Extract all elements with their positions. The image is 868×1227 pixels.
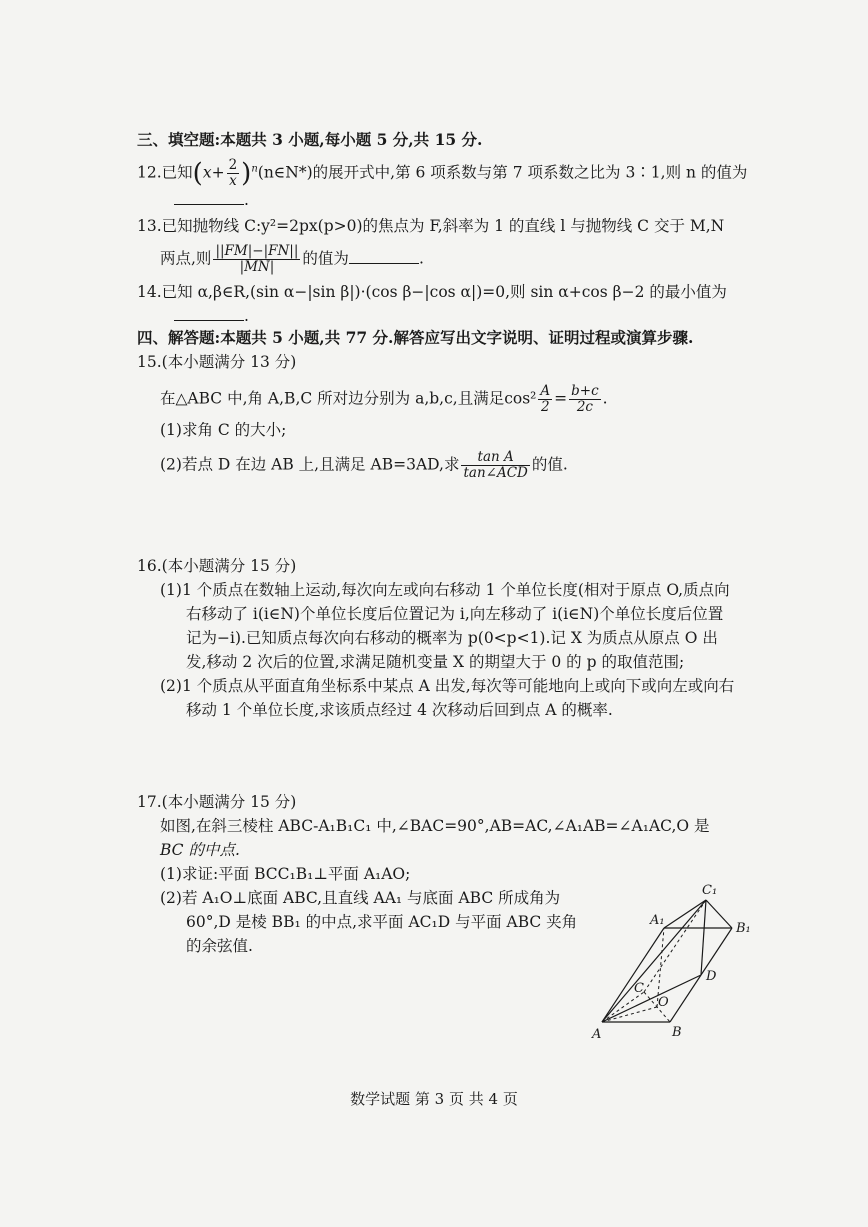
prism-figure [590, 880, 770, 1045]
label-A1: A₁ [650, 913, 665, 928]
q13-end: . [418, 249, 424, 268]
question-14 [137, 282, 727, 302]
q16-header: 16.(本小题满分 15 分) [137, 557, 297, 575]
q15-fraction-tan: $\frac{\text{tan A}}{\text{tan∠ACD}}$ [463, 449, 528, 481]
q13-line1: 已知抛物线 C:y²=2px(p>0)的焦点为 F,斜率为 1 的直线 l 与抛物线 C 交于 M,N [161, 217, 725, 235]
q15-part2-pre: (2)若点 D 在边 AB 上,且满足 AB=3AD,求 [160, 455, 460, 474]
label-B: B [672, 1025, 682, 1040]
edge-C1B1 [706, 900, 732, 928]
q13-answer-blank[interactable] [349, 249, 419, 264]
q12-condition: (n∈N*) [257, 163, 313, 182]
q14-end: . [244, 307, 249, 325]
edge-C1D [701, 900, 706, 975]
q17-line4: (2)若 A₁O⊥底面 ABC,且直线 AA₁ 与底面 ABC 所成角为 [160, 889, 561, 907]
q15-eq: = [554, 389, 568, 408]
q14-number: 14. [137, 283, 162, 301]
q12-fraction: $\frac{2}{x}$ [228, 157, 238, 189]
q17-line2: BC 的中点. [160, 841, 240, 859]
q16-line5: (2)1 个质点从平面直角坐标系中某点 A 出发,每次等可能地向上或向下或向左或向右 [160, 677, 735, 695]
q16-line1: (1)1 个质点在数轴上运动,每次向左或向右移动 1 个单位长度(相对于原点 O,质点向 [160, 581, 730, 599]
q17-line5: 60°,D 是棱 BB₁ 的中点,求平面 AC₁D 与平面 ABC 夹角 [186, 913, 578, 931]
q15-stem-pre: 在△ABC 中,角 A,B,C 所对边分别为 a,b,c,且满足cos² [160, 389, 537, 408]
q12-pre: 已知 [161, 163, 193, 182]
q15-fraction-a2: $\frac{A}{2}$ [540, 383, 551, 415]
q15-stem-end: . [602, 389, 608, 408]
q16-line3: 记为−i).已知质点每次向右移动的概率为 p(0<p<1).记 X 为质点从原点 O 出 [186, 629, 718, 647]
question-13 [137, 216, 724, 236]
q16-line6: 移动 1 个单位长度,求该质点经过 4 次移动后回到点 A 的概率. [186, 701, 613, 719]
section-3-heading: 三、填空题:本题共 3 小题,每小题 5 分,共 15 分. [137, 130, 483, 149]
q12-end: . [244, 191, 249, 209]
q13-pre: 两点,则 [160, 249, 212, 268]
q16-line2: 右移动了 i(i∈N)个单位长度后位置记为 i,向左移动了 i(i∈N)个单位长度后位置 [186, 605, 724, 623]
q15-stem [160, 384, 608, 415]
q14-answer-blank[interactable] [174, 306, 244, 321]
q15-part2 [160, 450, 568, 481]
q13-fraction: $\frac{||FM|-|FN||}{|MN|}$ [215, 243, 299, 275]
label-O: O [658, 995, 669, 1010]
q17-line3: (1)求证:平面 BCC₁B₁⊥平面 A₁AO; [160, 865, 411, 883]
q17-line6: 的余弦值. [186, 937, 253, 955]
label-C1: C₁ [702, 883, 718, 898]
page-footer: 数学试题 第 3 页 共 4 页 [350, 1090, 518, 1108]
q15-part1: (1)求角 C 的大小; [160, 421, 287, 439]
section-4-heading: 四、解答题:本题共 5 小题,共 77 分.解答应写出文字说明、证明过程或演算步骤. [137, 328, 694, 347]
q12-answer-line [174, 190, 249, 210]
q12-x: x [202, 163, 212, 182]
q15-part2-post: 的值. [531, 455, 568, 474]
q12-answer-blank[interactable] [174, 190, 244, 205]
q12-exponent: n [251, 163, 258, 175]
label-B1: B₁ [736, 921, 751, 936]
q16-line4: 发,移动 2 次后的位置,求满足随机变量 X 的期望大于 0 的 p 的取值范围; [186, 653, 685, 671]
q17-header: 17.(本小题满分 15 分) [137, 793, 297, 811]
q12-plus: + [211, 163, 225, 182]
q13-line2 [160, 244, 424, 275]
q12-number: 12. [137, 163, 162, 182]
q14-line1: 已知 α,β∈R,(sin α−|sin β|)·(cos β−|cos α|)=0,则 sin α+cos β−2 的最小值为 [161, 283, 727, 301]
q13-number: 13. [137, 217, 162, 235]
label-C: C [634, 981, 644, 996]
q15-header: 15.(本小题满分 13 分) [137, 353, 297, 371]
q13-post: 的值为 [302, 249, 349, 268]
q12-post: 的展开式中,第 6 项系数与第 7 项系数之比为 3∶1,则 n 的值为 [312, 163, 748, 182]
q15-fraction-bc: $\frac{b+c}{2c}$ [571, 383, 599, 415]
q14-answer-line [174, 306, 249, 326]
label-A: A [592, 1027, 602, 1042]
q17-line1: 如图,在斜三棱柱 ABC-A₁B₁C₁ 中,∠BAC=90°,AB=AC,∠A₁AB=∠A₁AC,O 是 [160, 817, 710, 835]
question-12: 12.已知(x+ $\frac{2}{x}$ )$^n$(n∈N*)的展开式中,第 6 项系数与第 7 项系数之比为 3∶1,则 n 的值为 [137, 157, 748, 189]
label-D: D [706, 969, 717, 984]
